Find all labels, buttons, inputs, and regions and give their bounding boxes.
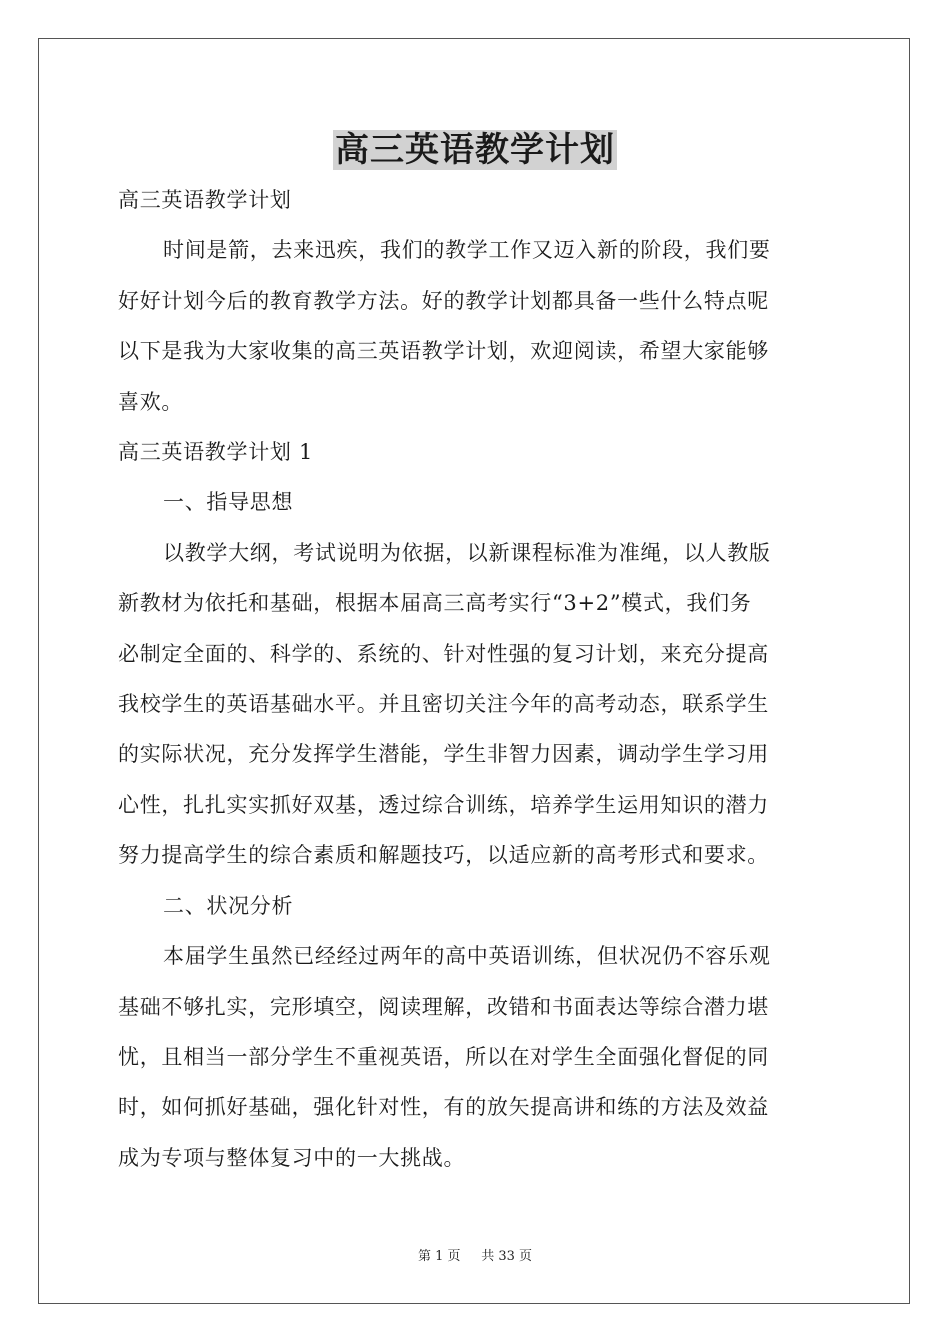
text-line: 忧，且相当一部分学生不重视英语，所以在对学生全面强化督促的同	[118, 1044, 769, 1069]
text-line: 心性，扎扎实实抓好双基，透过综合训练，培养学生运用知识的潜力	[118, 792, 769, 817]
text-line: 好好计划今后的教育教学方法。好的教学计划都具备一些什么特点呢	[118, 288, 769, 313]
text-line: 时，如何抓好基础，强化针对性，有的放矢提高讲和练的方法及效益	[118, 1095, 769, 1120]
text-line: 以教学大纲，考试说明为依据，以新课程标准为准绳，以人教版	[163, 540, 771, 565]
text-line: 必制定全面的、科学的、系统的、针对性强的复习计划，来充分提高	[118, 641, 769, 666]
text-line: 一、指导思想	[163, 490, 294, 515]
text-line: 的实际状况，充分发挥学生潜能，学生非智力因素，调动学生学习用	[118, 742, 769, 767]
page-total: 共 33 页	[481, 1249, 533, 1264]
text-line: 我校学生的英语基础水平。并且密切关注今年的高考动态，联系学生	[118, 692, 769, 717]
text-line: 基础不够扎实，完形填空，阅读理解，改错和书面表达等综合潜力堪	[118, 994, 769, 1019]
text-line: 新教材为依托和基础，根据本届高三高考实行“3+2”模式，我们务	[118, 591, 752, 616]
text-line: 高三英语教学计划	[118, 188, 292, 212]
document-title	[0, 128, 950, 172]
text-line: 以下是我为大家收集的高三英语教学计划，欢迎阅读，希望大家能够	[118, 339, 769, 364]
document-body	[118, 175, 834, 1183]
text-line: 本届学生虽然已经经过两年的高中英语训练，但状况仍不容乐观	[163, 944, 771, 969]
document-title-text: 高三英语教学计划	[335, 130, 615, 170]
text-line: 二、状况分析	[163, 893, 294, 918]
text-line: 成为专项与整体复习中的一大挑战。	[118, 1145, 466, 1170]
text-line: 努力提高学生的综合素质和解题技巧，以适应新的高考形式和要求。	[118, 843, 769, 868]
page-number: 第 1 页	[417, 1249, 461, 1264]
page-footer	[0, 1248, 950, 1266]
text-line: 高三英语教学计划 1	[118, 440, 314, 465]
text-line: 时间是箭，去来迅疾，我们的教学工作又迈入新的阶段，我们要	[163, 238, 771, 263]
text-line: 喜欢。	[118, 389, 184, 414]
